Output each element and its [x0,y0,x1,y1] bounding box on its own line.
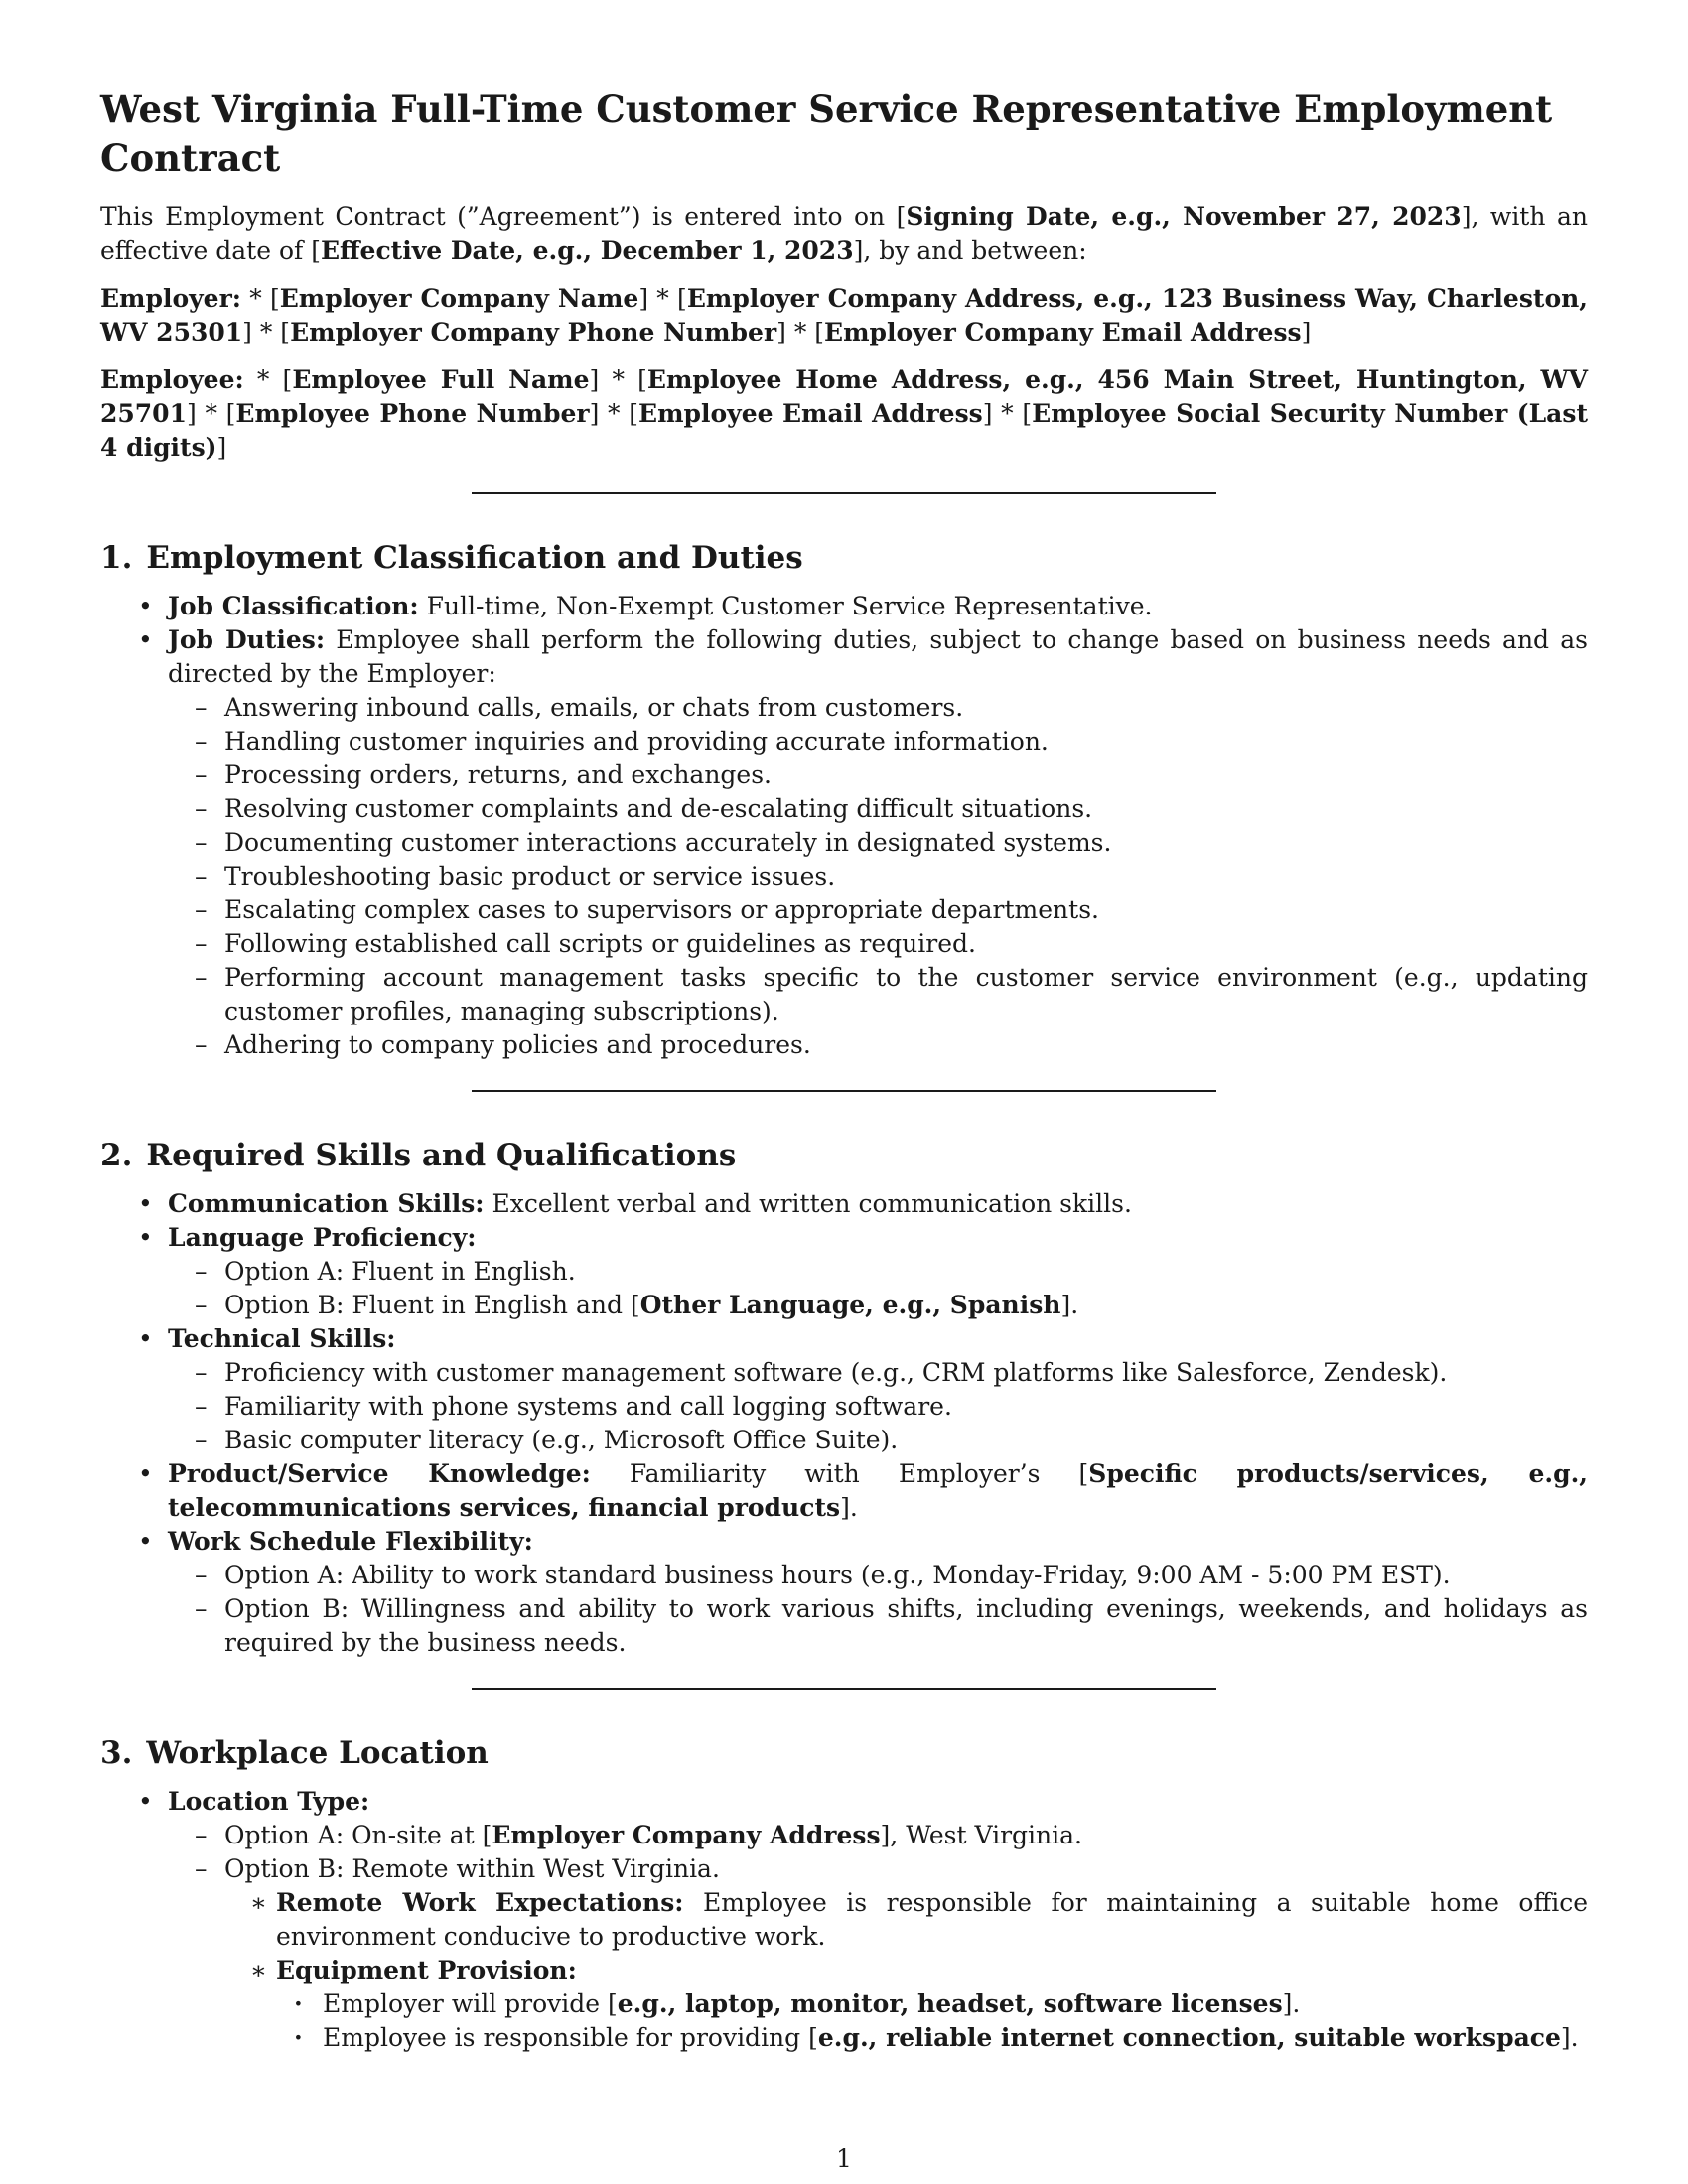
duty-item: – Documenting customer interactions accurately in designated systems. [166,826,1588,860]
employer-address-placeholder: Employer Company Address, e.g., 123 Business Way, Charleston, WV 25301 [100,284,1588,346]
employer-phone-placeholder: Employer Company Phone Number [290,318,777,346]
location-options [166,1819,1588,2055]
option-item: – Option A: Ability to work standard business hours (e.g., Monday-Friday, 9:00 AM - 5:00 PM EST). [166,1559,1588,1592]
option-item: – Option B: Fluent in English and [Other Language, e.g., Spanish]. [166,1289,1588,1322]
duty-item: – Performing account management tasks specific to the customer service environment (e.g., updating customer profiles, managing subscriptions). [166,961,1588,1028]
equipment-list [276,1987,1588,2055]
section-divider [472,492,1216,494]
skill-item: – Familiarity with phone systems and call logging software. [166,1390,1588,1424]
list-item: • Technical Skills: – Proficiency with customer management software (e.g., CRM platforms like Salesforce, Zendesk). – Familiarity with phone systems and call logging software. – Basic computer literacy (e.g., Microsoft Office Suite). [100,1322,1588,1457]
duty-item: – Resolving customer complaints and de-escalating difficult situations. [166,792,1588,826]
list-item: • Communication Skills: Excellent verbal and written communication skills. [100,1187,1588,1221]
section-3-list [100,1785,1588,2055]
document-page [100,85,1588,2055]
employee-ssn-placeholder: Employee Social Security Number (Last 4 digits) [100,399,1588,462]
employee-name-placeholder: Employee Full Name [292,365,590,394]
duty-item: – Adhering to company policies and procedures. [166,1028,1588,1062]
duty-item: – Handling customer inquiries and providing accurate information. [166,725,1588,758]
section-1-list [100,590,1588,1062]
remote-details [224,1886,1588,2055]
signing-date-placeholder: Signing Date, e.g., November 27, 2023 [906,203,1462,231]
section-divider [472,1688,1216,1690]
list-item: • Product/Service Knowledge: Familiarity with Employer’s [Specific products/services, e.g., telecommunications services, financial products]. [100,1457,1588,1525]
remote-item: ∗ Equipment Provision: · Employer will provide [e.g., laptop, monitor, headset, software licenses]. · Employee is responsible for providing [e.g., reliable internet connection, suitable workspace]. [224,1954,1588,2055]
section-divider [472,1090,1216,1092]
skill-item: – Basic computer literacy (e.g., Microsoft Office Suite). [166,1424,1588,1457]
technical-skills-list [166,1356,1588,1457]
document-title: West Virginia Full-Time Customer Service Representative Employment Contract [100,87,1553,180]
equipment-item: · Employer will provide [e.g., laptop, monitor, headset, software licenses]. [276,1987,1588,2021]
list-item: • Location Type: – Option A: On-site at [Employer Company Address], West Virginia. – Option B: Remote within West Virginia. ∗ Remote Work Expectations: Employee is responsible for maintaining a suitable home office environment conducive to productive work. ∗ Equipment Provision: · Employer will provide [e.g., laptop, monitor, headset, software licenses]. · Employee is responsible for providing [e.g., reliable internet connection, suitable workspace]. [100,1785,1588,2055]
employee-block: Employee: * [Employee Full Name] * [Employee Home Address, e.g., 456 Main Street, Huntington, WV 25701] * [Employee Phone Number] * [Employee Email Address] * [Employee Social Security Number (Last 4 digits)] [100,365,1588,462]
employee-phone-placeholder: Employee Phone Number [235,399,590,428]
option-item: – Option B: Remote within West Virginia. ∗ Remote Work Expectations: Employee is responsible for maintaining a suitable home office environment conducive to productive work. ∗ Equipment Provision: · Employer will provide [e.g., laptop, monitor, headset, software licenses]. · Employee is responsible for providing [e.g., reliable internet connection, suitable workspace]. [166,1852,1588,2055]
employee-label: Employee: [100,365,244,394]
option-item: – Option B: Willingness and ability to work various shifts, including evenings, weekends, and holidays as required by the business needs. [166,1592,1588,1660]
employer-block: Employer: * [Employer Company Name] * [Employer Company Address, e.g., 123 Business Way, Charleston, WV 25301] * [Employer Company Phone Number] * [Employer Company Email Address] [100,284,1588,346]
page-number: 1 [836,2144,852,2173]
employer-name-placeholder: Employer Company Name [279,284,639,313]
section-heading-2: 2. Required Skills and Qualifications [100,1138,737,1173]
equipment-item: · Employee is responsible for providing [e.g., reliable internet connection, suitable workspace]. [276,2021,1588,2055]
section-2-list [100,1187,1588,1660]
schedule-options [166,1559,1588,1660]
language-options [166,1255,1588,1322]
option-item: – Option A: Fluent in English. [166,1255,1588,1289]
employee-address-placeholder: Employee Home Address, e.g., 456 Main Street, Huntington, WV 25701 [100,365,1588,428]
section-heading-3: 3. Workplace Location [100,1735,489,1771]
list-item: • Work Schedule Flexibility: – Option A: Ability to work standard business hours (e.g., Monday-Friday, 9:00 AM - 5:00 PM EST). – Option B: Willingness and ability to work various shifts, including evenings, weekends, and holidays as required by the business needs. [100,1525,1588,1660]
effective-date-placeholder: Effective Date, e.g., December 1, 2023 [320,236,854,265]
list-item: • Language Proficiency: – Option A: Fluent in English. – Option B: Fluent in English and [Other Language, e.g., Spanish]. [100,1221,1588,1322]
duty-item: – Answering inbound calls, emails, or chats from customers. [166,691,1588,725]
employer-label: Employer: [100,284,241,313]
duty-item: – Processing orders, returns, and exchanges. [166,758,1588,792]
list-item: • Job Duties: Employee shall perform the following duties, subject to change based on business needs and as directed by the Employer: – Answering inbound calls, emails, or chats from customers. – Handling customer inquiries and providing accurate information. – Processing orders, returns, and exchanges. – Resolving customer complaints and de-escalating difficult situations. – Documenting customer interactions accurately in designated systems. – Troubleshooting basic product or service issues. – Escalating complex cases to supervisors or appropriate departments. – Following established call scripts or guidelines as required. – Performing account management tasks specific to the customer service environment (e.g., updating customer profiles, managing subscriptions). – Adhering to company policies and procedures. [100,623,1588,1062]
employer-email-placeholder: Employer Company Email Address [824,318,1302,346]
employee-email-placeholder: Employee Email Address [638,399,983,428]
list-item: • Job Classification: Full-time, Non-Exempt Customer Service Representative. [100,590,1588,623]
duties-list [166,691,1588,1062]
remote-item: ∗ Remote Work Expectations: Employee is responsible for maintaining a suitable home office environment conducive to productive work. [224,1886,1588,1954]
intro-paragraph: This Employment Contract (”Agreement”) is entered into on [Signing Date, e.g., November 27, 2023], with an effective date of [Effective Date, e.g., December 1, 2023], by and between: [100,203,1588,265]
section-heading-1: 1. Employment Classification and Duties [100,540,803,576]
option-item: – Option A: On-site at [Employer Company Address], West Virginia. [166,1819,1588,1852]
duty-item: – Escalating complex cases to supervisors or appropriate departments. [166,893,1588,927]
duty-item: – Following established call scripts or guidelines as required. [166,927,1588,961]
skill-item: – Proficiency with customer management software (e.g., CRM platforms like Salesforce, Zendesk). [166,1356,1588,1390]
duty-item: – Troubleshooting basic product or service issues. [166,860,1588,893]
